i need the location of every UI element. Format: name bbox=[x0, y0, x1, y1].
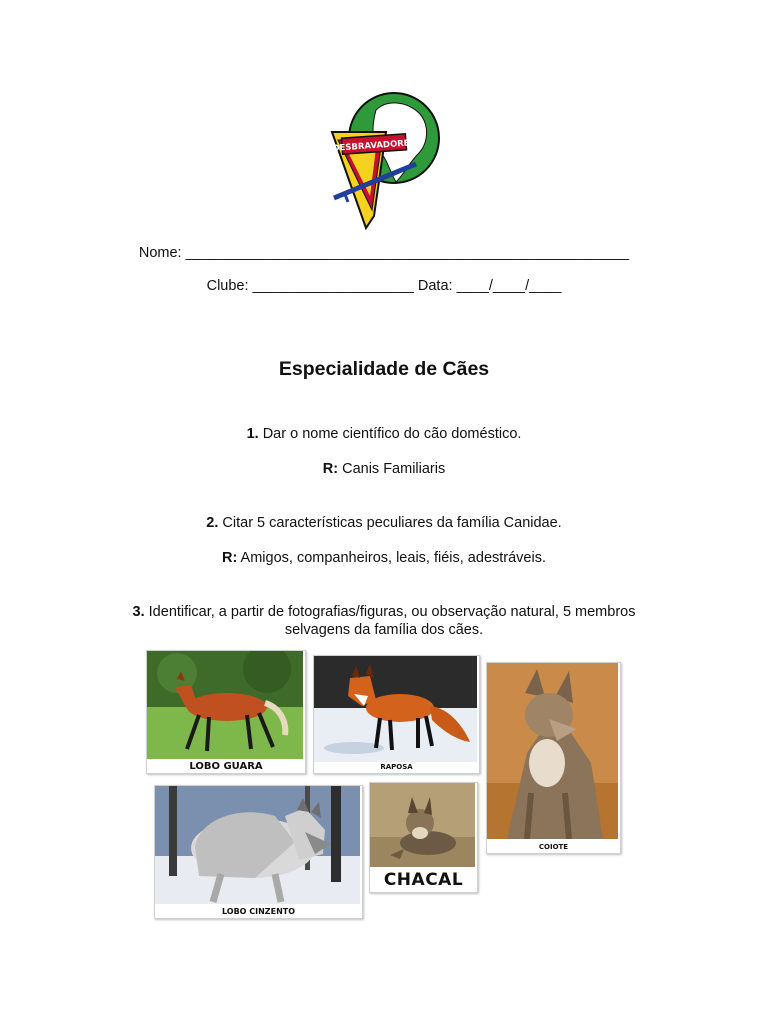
data-label: Data: bbox=[417, 278, 453, 294]
question-1-number: 1. bbox=[246, 426, 259, 442]
clube-field[interactable]: ____________________ bbox=[252, 278, 414, 294]
question-1 bbox=[0, 426, 768, 442]
clube-label: Clube: bbox=[206, 278, 249, 294]
question-1-text: Dar o nome científico do cão doméstico. bbox=[262, 426, 522, 442]
data-field[interactable]: ____/____/____ bbox=[456, 278, 562, 294]
clube-data-line bbox=[0, 278, 768, 294]
logo-text: DESBRAVADORES bbox=[332, 138, 417, 154]
photo-caption-coiote: COIOTE bbox=[538, 843, 569, 851]
photo-lobo-cinzento bbox=[154, 785, 363, 919]
question-3-number: 3. bbox=[132, 604, 145, 620]
photo-chacal bbox=[369, 782, 478, 893]
question-3 bbox=[0, 604, 768, 620]
answer-1 bbox=[0, 461, 768, 477]
photo-caption-lobo-guara: LOBO GUARA bbox=[189, 761, 263, 772]
photo-caption-chacal: CHACAL bbox=[383, 870, 464, 890]
nome-field[interactable]: _______________________________________________________ bbox=[185, 245, 630, 261]
photo-coiote bbox=[486, 662, 621, 854]
question-2-text: Citar 5 características peculiares da família Canidae. bbox=[222, 515, 562, 531]
question-3-continuation: selvagens da família dos cães. bbox=[284, 622, 484, 638]
nome-label: Nome: bbox=[138, 245, 182, 261]
answer-2-label: R: bbox=[222, 550, 238, 566]
nome-line bbox=[0, 245, 768, 261]
photo-caption-lobo-cinzento: LOBO CINZENTO bbox=[221, 907, 296, 916]
answer-1-text: Canis Familiaris bbox=[342, 461, 446, 477]
question-3-text: Identificar, a partir de fotografias/figuras, ou observação natural, 5 membros bbox=[148, 604, 636, 620]
answer-2 bbox=[0, 550, 768, 566]
question-2-number: 2. bbox=[206, 515, 219, 531]
page-title: Especialidade de Cães bbox=[278, 358, 490, 380]
answer-1-label: R: bbox=[322, 461, 339, 477]
answer-2-text: Amigos, companheiros, leais, fiéis, adestráveis. bbox=[240, 550, 546, 566]
photo-raposa bbox=[313, 655, 480, 774]
photo-lobo-guara bbox=[146, 650, 306, 774]
desbravadores-logo bbox=[324, 88, 444, 234]
question-2 bbox=[0, 515, 768, 531]
photo-caption-raposa: RAPOSA bbox=[380, 763, 413, 771]
